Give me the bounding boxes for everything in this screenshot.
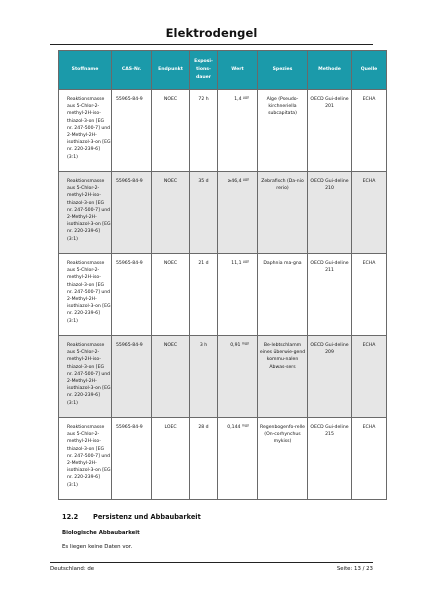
cell-dauer: 72 h: [190, 90, 218, 172]
cell-wert: [218, 336, 258, 418]
cell-methode: OECD Gui-deline 209: [308, 336, 352, 418]
table-row: [59, 90, 387, 172]
header-rule: [50, 44, 373, 45]
col-header-methode: Methode: [308, 51, 352, 90]
table-row: [59, 418, 387, 500]
cell-cas: 55965-84-9: [112, 336, 152, 418]
cell-quelle: ECHA: [352, 254, 387, 336]
cell-spezies: Alge (Pseudo-kirchneriella subcapitata): [258, 90, 308, 172]
wert-unit: µg/l: [242, 259, 249, 264]
cell-cas: 55965-84-9: [112, 418, 152, 500]
table-row: [59, 172, 387, 254]
cell-spezies: Regenbogenfo-relle (On-corhynchus mykiss): [258, 418, 308, 500]
cell-stoffname: Reaktionsmasse aus 5-Chlor-2-methyl-2H-iso-thiazol-3-on [EG nr. 247-500-7] und 2-Methyl-2H-isothiazol-3-on [EG nr. 220-239-6] (3:1): [59, 172, 112, 254]
col-header-spezies: Spezies: [258, 51, 308, 90]
cell-dauer: 35 d: [190, 172, 218, 254]
cell-cas: 55965-84-9: [112, 90, 152, 172]
cell-stoffname: Reaktionsmasse aus 5-Chlor-2-methyl-2H-iso-thiazol-3-on [EG nr. 247-500-7] und 2-Methyl-2H-isothiazol-3-on [EG nr. 220-239-6] (3:1): [59, 90, 112, 172]
col-header-stoffname: Stoffname: [59, 51, 112, 90]
cell-endpunkt: NOEC: [152, 90, 190, 172]
wert-number: 11,1: [231, 261, 242, 266]
cell-stoffname: Reaktionsmasse aus 5-Chlor-2-methyl-2H-iso-thiazol-3-on [EG nr. 247-500-7] und 2-Methyl-2H-isothiazol-3-on [EG nr. 220-239-6] (3:1): [59, 254, 112, 336]
subsection-title: Biologische Abbaubarkeit: [62, 530, 140, 536]
wert-number: 1,4: [234, 97, 242, 102]
wert-unit: mg/l: [241, 341, 249, 346]
document-title: Elektrodengel: [165, 26, 258, 40]
wert-number: 0,91: [230, 343, 241, 348]
ecotox-table: [58, 50, 387, 500]
cell-quelle: ECHA: [352, 172, 387, 254]
cell-wert: [218, 90, 258, 172]
cell-endpunkt: NOEC: [152, 172, 190, 254]
cell-endpunkt: NOEC: [152, 254, 190, 336]
cell-stoffname: Reaktionsmasse aus 5-Chlor-2-methyl-2H-iso-thiazol-3-on [EG nr. 247-500-7] und 2-Methyl-2H-isothiazol-3-on [EG nr. 220-239-6] (3:1): [59, 418, 112, 500]
wert-unit: µg/l: [242, 177, 249, 182]
cell-endpunkt: NOEC: [152, 336, 190, 418]
cell-spezies: Daphnia ma-gna: [258, 254, 308, 336]
col-header-cas: CAS-Nr.: [112, 51, 152, 90]
cell-dauer: 21 d: [190, 254, 218, 336]
wert-number: ≥46,4: [227, 179, 242, 184]
table-row: [59, 254, 387, 336]
cell-spezies: Zebrafisch (Da-nio rerio): [258, 172, 308, 254]
cell-stoffname: Reaktionsmasse aus 5-Chlor-2-methyl-2H-iso-thiazol-3-on [EG nr. 247-500-7] und 2-Methyl-2H-isothiazol-3-on [EG nr. 220-239-6] (3:1): [59, 336, 112, 418]
section-body-text: Es liegen keine Daten vor.: [62, 544, 133, 550]
wert-unit: mg/l: [241, 423, 249, 428]
cell-quelle: ECHA: [352, 336, 387, 418]
cell-methode: OECD Gui-deline 201: [308, 90, 352, 172]
section-number: 12.2: [62, 513, 79, 521]
cell-wert: [218, 172, 258, 254]
section-title: Persistenz und Abbaubarkeit: [93, 513, 201, 521]
col-header-dauer: Exposi-tions-dauer: [190, 51, 218, 90]
cell-wert: [218, 418, 258, 500]
wert-number: 0,144: [227, 425, 241, 430]
col-header-endpunkt: Endpunkt: [152, 51, 190, 90]
cell-wert: [218, 254, 258, 336]
col-header-quelle: Quelle: [352, 51, 387, 90]
cell-quelle: ECHA: [352, 90, 387, 172]
cell-quelle: ECHA: [352, 418, 387, 500]
cell-endpunkt: LOEC: [152, 418, 190, 500]
cell-methode: OECD Gui-deline 215: [308, 418, 352, 500]
footer-country: Deutschland: de: [50, 566, 95, 572]
wert-unit: µg/l: [242, 95, 249, 100]
cell-methode: OECD Gui-deline 211: [308, 254, 352, 336]
col-header-wert: Wert: [218, 51, 258, 90]
cell-dauer: 28 d: [190, 418, 218, 500]
cell-cas: 55965-84-9: [112, 172, 152, 254]
table-header-row: [59, 51, 387, 90]
cell-spezies: Be-lebtschlamm eines überwie-gend kommu-nalen Abwas-sers: [258, 336, 308, 418]
table-row: [59, 336, 387, 418]
cell-dauer: 3 h: [190, 336, 218, 418]
footer-rule: [50, 562, 373, 563]
page-number: Seite: 13 / 23: [336, 566, 373, 572]
cell-cas: 55965-84-9: [112, 254, 152, 336]
cell-methode: OECD Gui-deline 210: [308, 172, 352, 254]
